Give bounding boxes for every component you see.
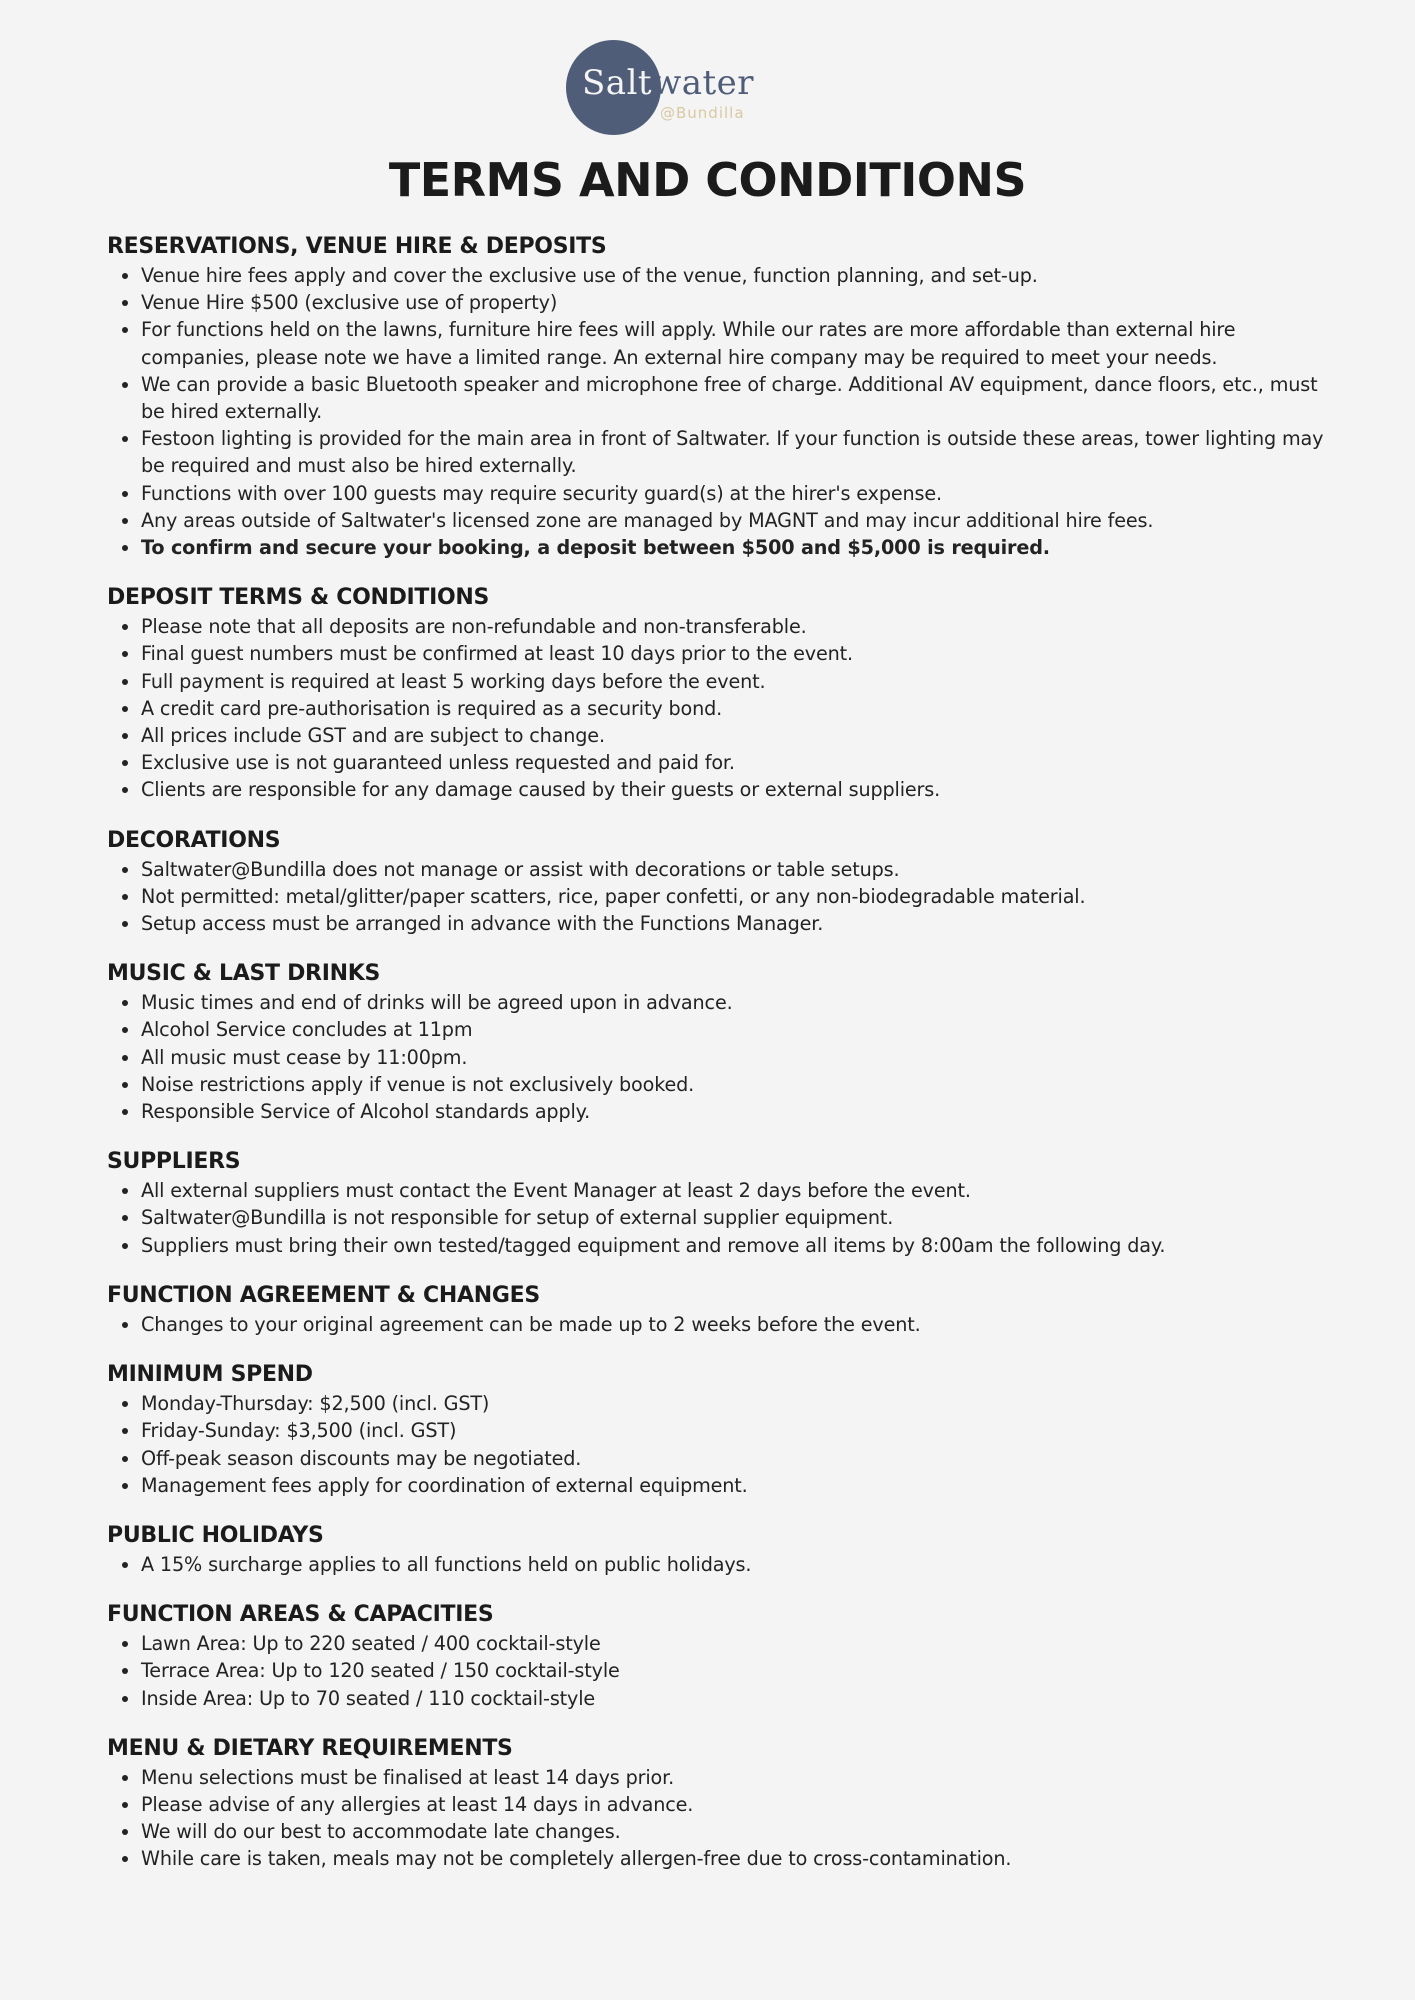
- terms-content: [107, 232, 1337, 1895]
- list-item: • Lawn Area: Up to 220 seated / 400 cocktail-style: [141, 1630, 1337, 1657]
- list-item: • Saltwater@Bundilla does not manage or assist with decorations or table setups.: [141, 856, 1337, 883]
- list-item: • Terrace Area: Up to 120 seated / 150 cocktail-style: [141, 1657, 1337, 1684]
- list-item: • Clients are responsible for any damage caused by their guests or external suppliers.: [141, 776, 1337, 803]
- list-item: • Responsible Service of Alcohol standards apply.: [141, 1098, 1337, 1125]
- section-menu-dietary: [107, 1734, 1337, 1873]
- page-title: TERMS AND CONDITIONS: [388, 153, 1027, 207]
- list-item: • Menu selections must be finalised at least 14 days prior.: [141, 1764, 1337, 1791]
- list-item: • All external suppliers must contact the Event Manager at least 2 days before the event.: [141, 1177, 1337, 1204]
- bullet-list: [107, 613, 1337, 803]
- section-function-areas: [107, 1600, 1337, 1712]
- bullet-list: [107, 1764, 1337, 1873]
- list-item: • Final guest numbers must be confirmed at least 10 days prior to the event.: [141, 640, 1337, 667]
- saltwater-logo: [566, 40, 796, 136]
- list-item: • Festoon lighting is provided for the main area in front of Saltwater. If your function is outside these areas, tower lighting may be required and must also be hired externally.: [141, 425, 1337, 479]
- bullet-list: [107, 1311, 1337, 1338]
- list-item: • Alcohol Service concludes at 11pm: [141, 1016, 1337, 1043]
- section-heading: SUPPLIERS: [107, 1149, 241, 1175]
- logo-word-light: Salt: [582, 63, 653, 103]
- section-public-holidays: [107, 1521, 1337, 1578]
- logo-subtitle: @Bundilla: [660, 104, 745, 122]
- list-item: • Suppliers must bring their own tested/tagged equipment and remove all items by 8:00am the following day.: [141, 1232, 1337, 1259]
- list-item: • Inside Area: Up to 70 seated / 110 cocktail-style: [141, 1685, 1337, 1712]
- list-item: • All prices include GST and are subject to change.: [141, 722, 1337, 749]
- logo-word-dark: water: [652, 63, 755, 103]
- logo-wordmark: [582, 63, 755, 103]
- list-item: • A credit card pre-authorisation is required as a security bond.: [141, 695, 1337, 722]
- list-item: • We will do our best to accommodate late changes.: [141, 1818, 1337, 1845]
- list-item: • Please note that all deposits are non-refundable and non-transferable.: [141, 613, 1337, 640]
- bullet-list: [107, 856, 1337, 938]
- bullet-list: [107, 989, 1337, 1125]
- list-item: • Not permitted: metal/glitter/paper scatters, rice, paper confetti, or any non-biodegradable material.: [141, 883, 1337, 910]
- section-minimum-spend: [107, 1360, 1337, 1499]
- list-item: • Please advise of any allergies at least 14 days in advance.: [141, 1791, 1337, 1818]
- section-heading: FUNCTION AGREEMENT & CHANGES: [107, 1282, 540, 1308]
- list-item: • Friday-Sunday: $3,500 (incl. GST): [141, 1417, 1337, 1444]
- list-item: • While care is taken, meals may not be completely allergen-free due to cross-contamination.: [141, 1845, 1337, 1872]
- list-item: • For functions held on the lawns, furniture hire fees will apply. While our rates are more affordable than external hire companies, please note we have a limited range. An external hire company may be required to meet your needs.: [141, 316, 1337, 370]
- list-item: • Noise restrictions apply if venue is not exclusively booked.: [141, 1071, 1337, 1098]
- section-reservations: [107, 232, 1337, 561]
- list-item: • Monday-Thursday: $2,500 (incl. GST): [141, 1390, 1337, 1417]
- list-item-deposit-notice: • To confirm and secure your booking, a deposit between $500 and $5,000 is required.: [141, 534, 1337, 561]
- list-item: • We can provide a basic Bluetooth speaker and microphone free of charge. Additional AV equipment, dance floors, etc., must be hired externally.: [141, 371, 1337, 425]
- section-function-agreement: [107, 1281, 1337, 1338]
- list-item: • Any areas outside of Saltwater's licensed zone are managed by MAGNT and may incur additional hire fees.: [141, 507, 1337, 534]
- section-heading: MUSIC & LAST DRINKS: [107, 961, 380, 987]
- section-heading: MINIMUM SPEND: [107, 1362, 313, 1388]
- section-deposit-terms: [107, 583, 1337, 803]
- list-item: • Venue Hire $500 (exclusive use of property): [141, 289, 1337, 316]
- list-item: • A 15% surcharge applies to all functions held on public holidays.: [141, 1551, 1337, 1578]
- bullet-list: [107, 1177, 1337, 1259]
- bullet-list: [107, 1390, 1337, 1499]
- section-suppliers: [107, 1147, 1337, 1259]
- list-item: • Management fees apply for coordination of external equipment.: [141, 1472, 1337, 1499]
- bullet-list: [107, 1630, 1337, 1712]
- section-music-last-drinks: [107, 959, 1337, 1125]
- section-decorations: [107, 826, 1337, 938]
- list-item: • Exclusive use is not guaranteed unless requested and paid for.: [141, 749, 1337, 776]
- list-item: • Setup access must be arranged in advance with the Functions Manager.: [141, 910, 1337, 937]
- list-item: • Functions with over 100 guests may require security guard(s) at the hirer's expense.: [141, 480, 1337, 507]
- bullet-list: [107, 262, 1337, 561]
- list-item: • Music times and end of drinks will be agreed upon in advance.: [141, 989, 1337, 1016]
- bullet-list: [107, 1551, 1337, 1578]
- section-heading: RESERVATIONS, VENUE HIRE & DEPOSITS: [107, 234, 607, 259]
- list-item: • Full payment is required at least 5 working days before the event.: [141, 668, 1337, 695]
- section-heading: DEPOSIT TERMS & CONDITIONS: [107, 585, 490, 611]
- list-item: • Changes to your original agreement can be made up to 2 weeks before the event.: [141, 1311, 1337, 1338]
- list-item: • All music must cease by 11:00pm.: [141, 1044, 1337, 1071]
- section-heading: DECORATIONS: [107, 827, 281, 853]
- list-item: • Saltwater@Bundilla is not responsible for setup of external supplier equipment.: [141, 1204, 1337, 1231]
- list-item: • Venue hire fees apply and cover the exclusive use of the venue, function planning, and set-up.: [141, 262, 1337, 289]
- section-heading: PUBLIC HOLIDAYS: [107, 1522, 324, 1548]
- section-heading: FUNCTION AREAS & CAPACITIES: [107, 1602, 494, 1628]
- section-heading: MENU & DIETARY REQUIREMENTS: [107, 1735, 513, 1761]
- list-item: • Off-peak season discounts may be negotiated.: [141, 1445, 1337, 1472]
